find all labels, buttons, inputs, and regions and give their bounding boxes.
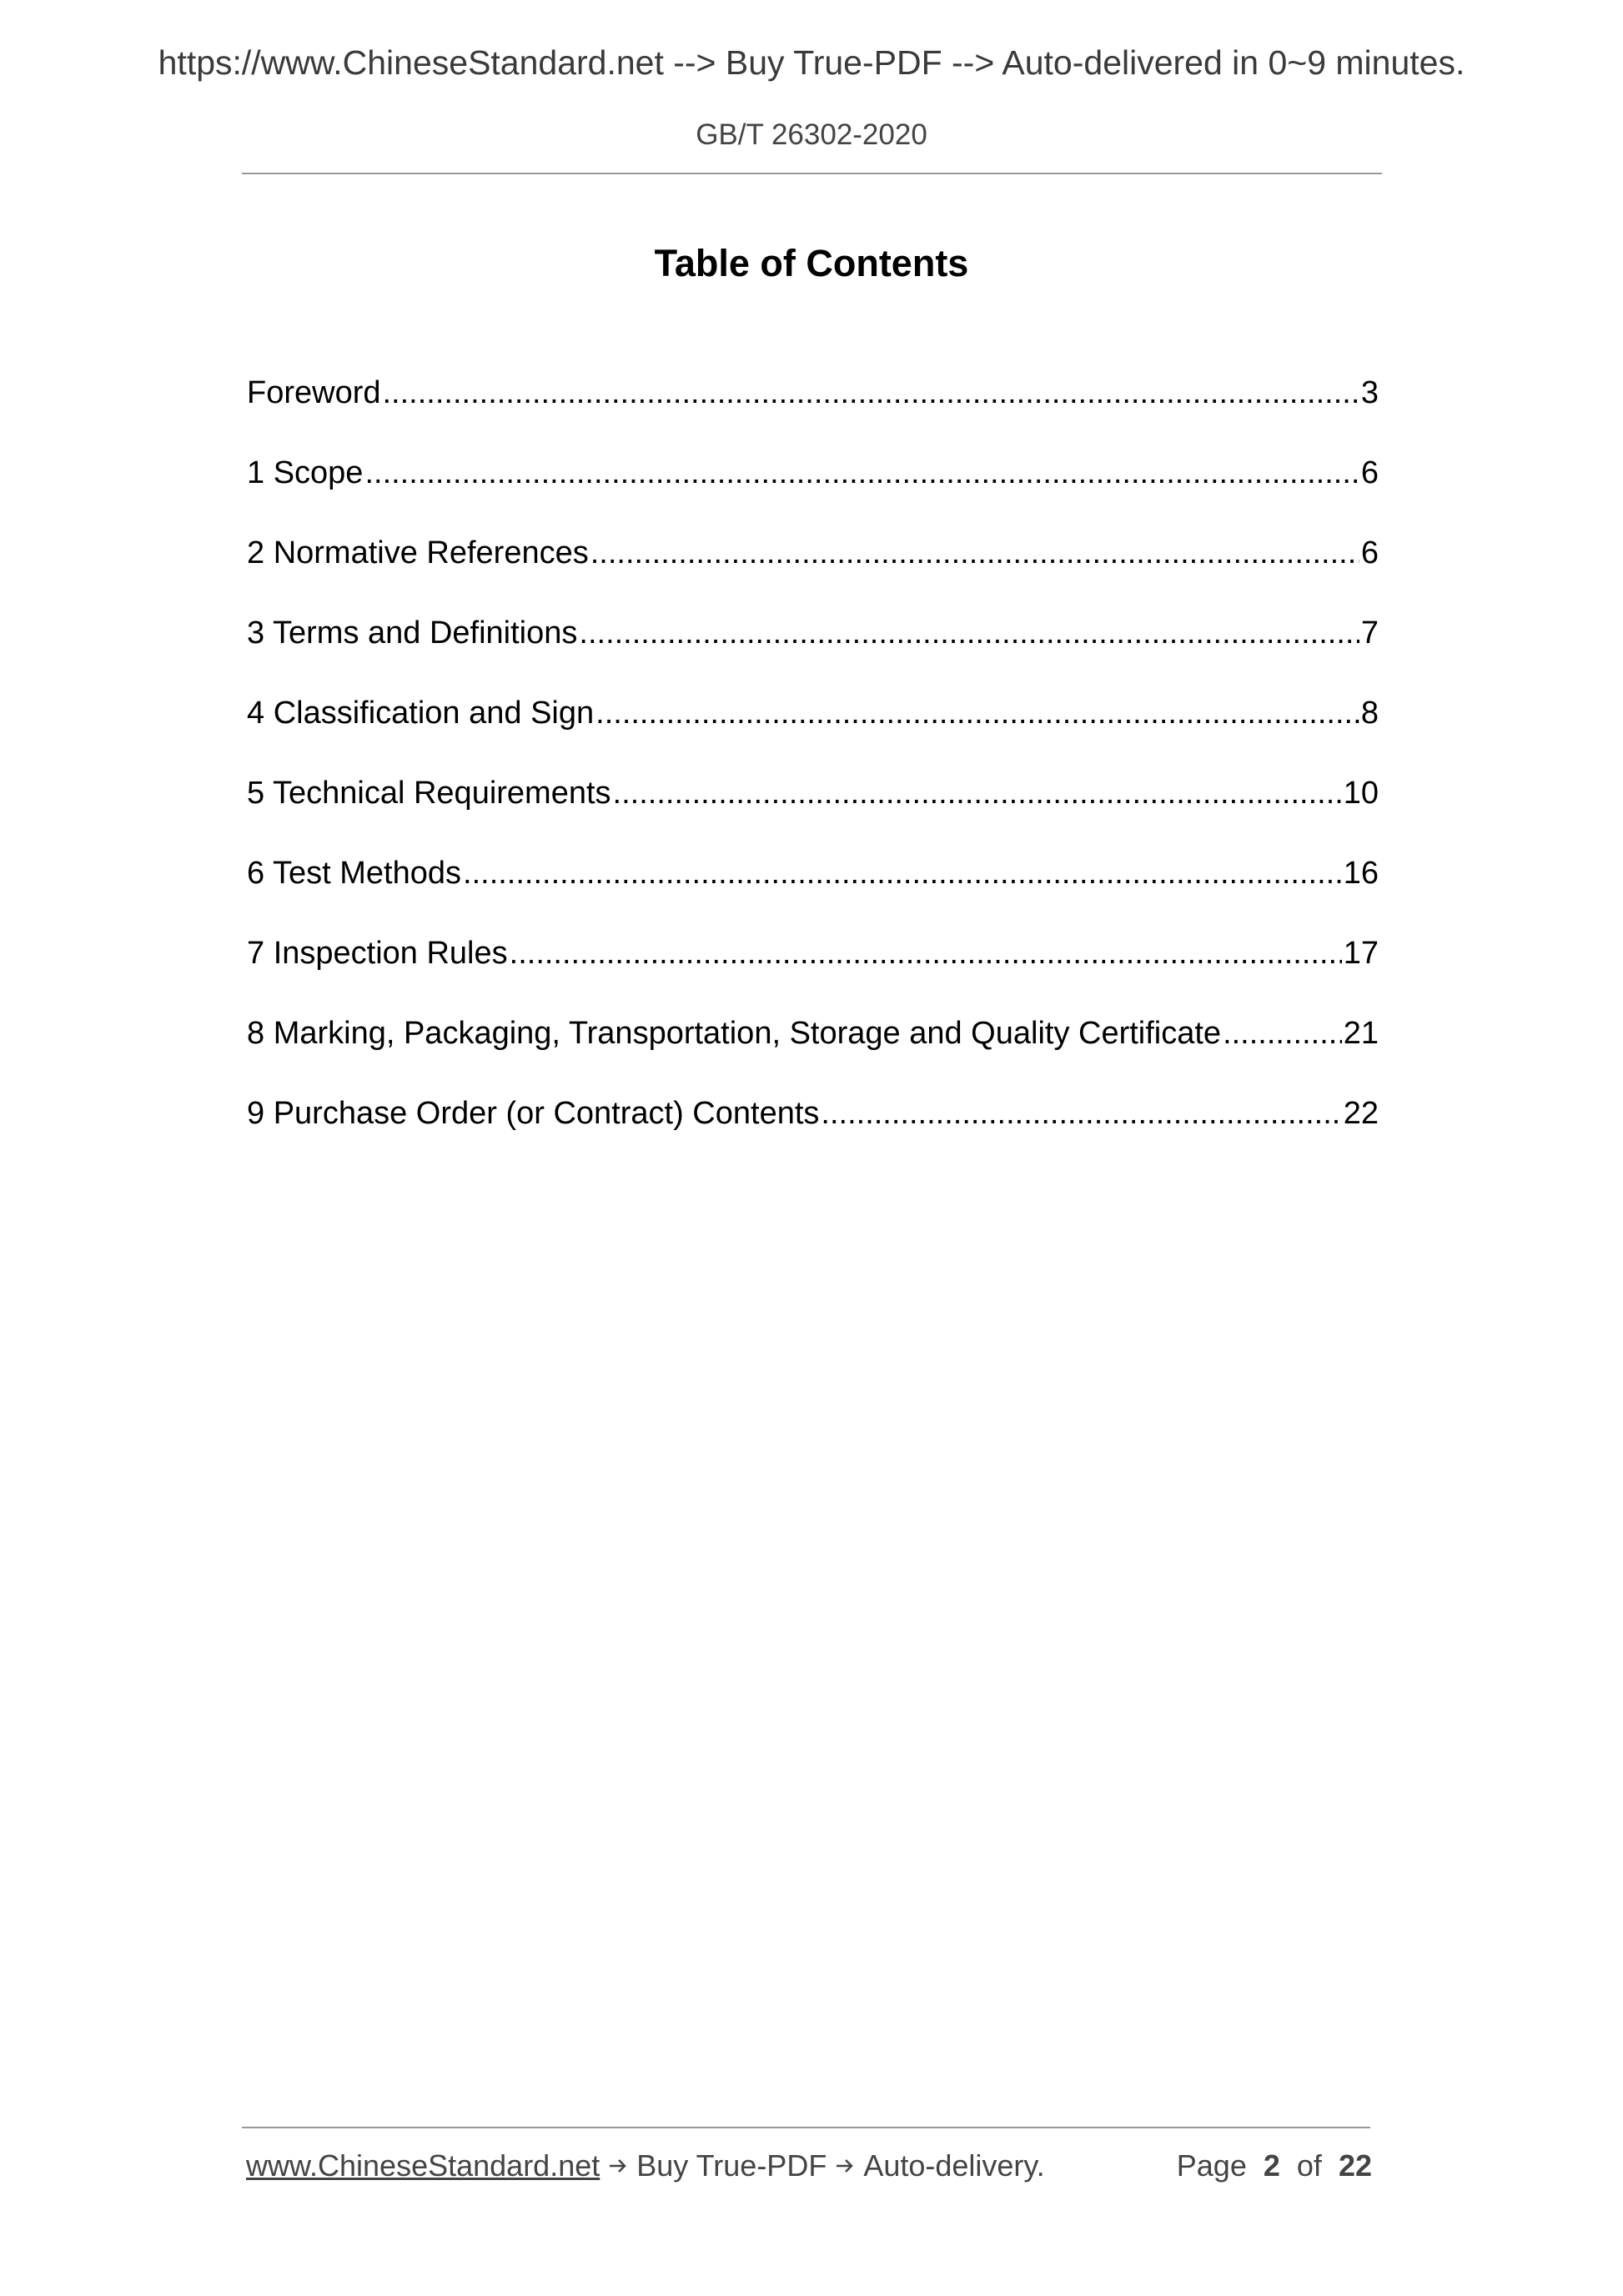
toc-entry-foreword[interactable] <box>247 375 1379 455</box>
page-total: 22 <box>1338 2148 1372 2183</box>
dot-leader <box>1223 1016 1342 1052</box>
page-current: 2 <box>1263 2148 1280 2183</box>
page-title: Table of Contents <box>654 242 969 284</box>
toc-entry-label: 3 Terms and Definitions <box>247 615 578 651</box>
toc-entry-inspection-rules[interactable] <box>247 936 1379 1016</box>
dot-leader <box>590 535 1359 571</box>
toc-entry-label: 9 Purchase Order (or Contract) Contents <box>247 1096 820 1131</box>
header-divider <box>242 173 1382 174</box>
right-arrow-icon <box>608 2148 628 2168</box>
toc-entry-page: 3 <box>1360 375 1379 410</box>
toc-entry-classification-and-sign[interactable] <box>247 696 1379 776</box>
toc-entry-normative-references[interactable] <box>247 535 1379 615</box>
dot-leader <box>463 856 1342 892</box>
top-banner: https://www.ChineseStandard.net --> Buy True-PDF --> Auto-delivered in 0~9 minutes. <box>158 43 1465 82</box>
page-word: Page <box>1176 2148 1247 2183</box>
of-word: of <box>1296 2148 1322 2183</box>
toc-entry-label: 2 Normative References <box>247 535 589 570</box>
auto-delivery-text: Auto-delivery. <box>863 2148 1045 2183</box>
toc-entry-page: 6 <box>1360 455 1379 490</box>
toc-entry-page: 6 <box>1360 535 1379 570</box>
toc-entry-label: 8 Marking, Packaging, Transportation, Storage and Quality Certificate <box>247 1016 1222 1051</box>
dot-leader <box>595 696 1359 731</box>
toc-entry-page: 8 <box>1360 696 1379 731</box>
dot-leader <box>383 375 1359 411</box>
dot-leader <box>364 455 1359 491</box>
dot-leader <box>613 776 1342 811</box>
standard-code: GB/T 26302-2020 <box>696 118 927 151</box>
toc-entry-test-methods[interactable] <box>247 856 1379 936</box>
page-number <box>1177 2148 1372 2183</box>
toc-entry-label: 6 Test Methods <box>247 856 462 891</box>
dot-leader <box>821 1096 1341 1132</box>
page-footer <box>246 2148 1372 2183</box>
toc-list <box>247 375 1379 1176</box>
site-link[interactable]: www.ChineseStandard.net <box>246 2148 600 2183</box>
toc-entry-page: 22 <box>1343 1096 1379 1131</box>
dot-leader <box>579 615 1359 651</box>
toc-entry-page: 17 <box>1343 936 1379 971</box>
footer-divider <box>242 2127 1370 2128</box>
toc-entry-terms-and-definitions[interactable] <box>247 615 1379 696</box>
buy-true-pdf-text: Buy True-PDF <box>636 2148 827 2183</box>
toc-entry-label: 7 Inspection Rules <box>247 936 508 971</box>
toc-entry-marking-packaging[interactable] <box>247 1016 1379 1096</box>
toc-entry-technical-requirements[interactable] <box>247 776 1379 856</box>
toc-entry-purchase-order[interactable] <box>247 1096 1379 1176</box>
toc-entry-page: 7 <box>1360 615 1379 651</box>
dot-leader <box>510 936 1342 972</box>
toc-entry-page: 16 <box>1343 856 1379 891</box>
toc-entry-page: 10 <box>1343 776 1379 811</box>
toc-entry-label: 5 Technical Requirements <box>247 776 611 811</box>
toc-entry-scope[interactable] <box>247 455 1379 535</box>
toc-entry-label: 4 Classification and Sign <box>247 696 595 731</box>
toc-entry-page: 21 <box>1343 1016 1379 1051</box>
right-arrow-icon <box>835 2148 855 2168</box>
toc-entry-label: 1 Scope <box>247 455 364 490</box>
toc-entry-label: Foreword <box>247 375 381 410</box>
